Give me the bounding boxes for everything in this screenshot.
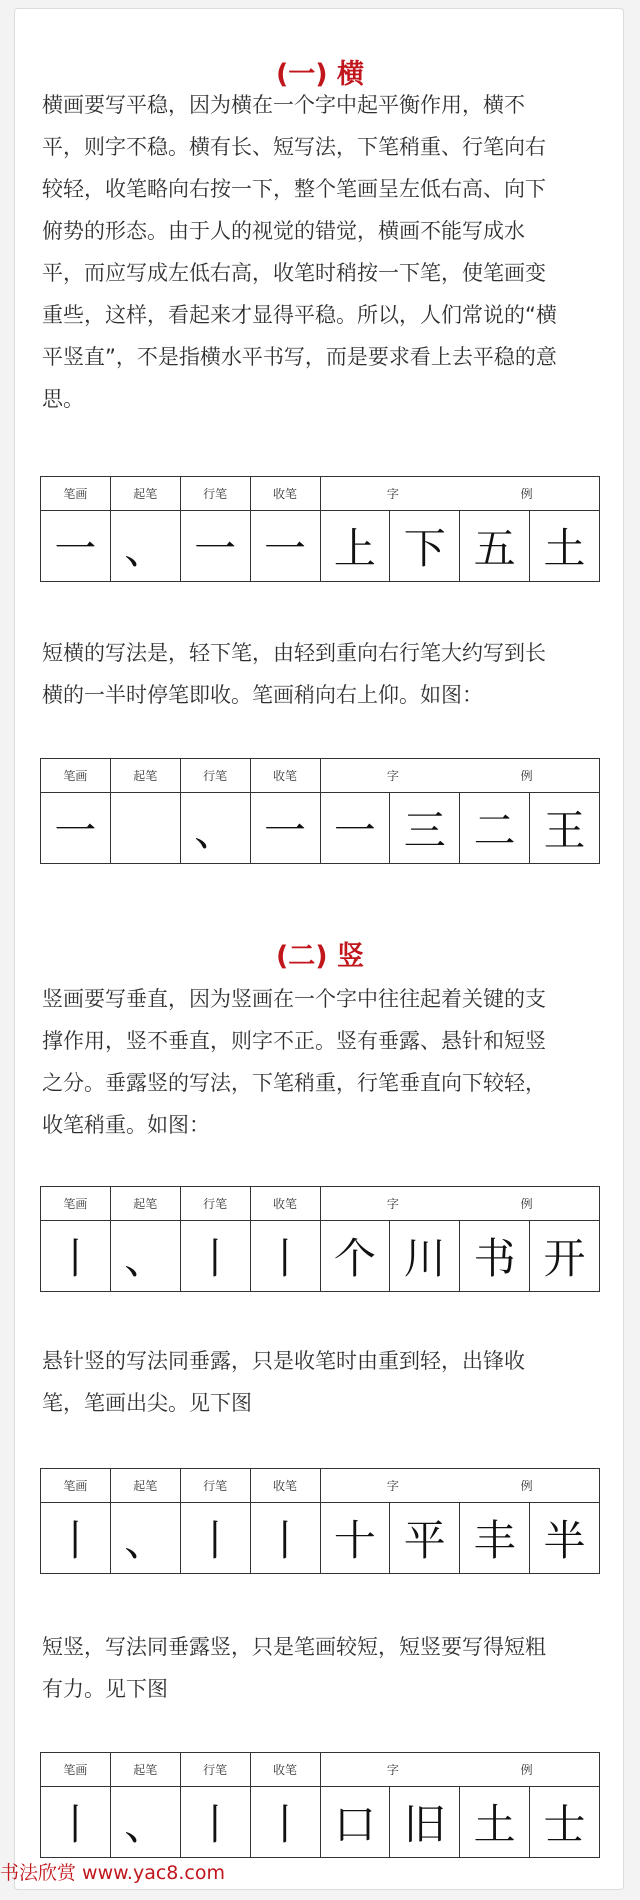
example-char: 下 <box>390 511 460 582</box>
text-line: 短横的写法是，轻下笔，由轻到重向右行笔大约写到长 <box>42 641 546 665</box>
text-line: 撑作用，竖不垂直，则字不正。竖有垂露、悬针和短竖 <box>42 1029 546 1053</box>
header-start: 起笔 <box>110 1469 180 1503</box>
text-line: 收笔稍重。如图： <box>42 1113 210 1137</box>
example-char: 个 <box>320 1221 390 1292</box>
example-char: 二 <box>460 793 530 864</box>
cell-stroke: 一 <box>41 793 111 864</box>
stroke-table-xuanzhen-shu <box>40 1468 600 1574</box>
example-char: 川 <box>390 1221 460 1292</box>
cell-move: 、 <box>180 793 250 864</box>
header-end: 收笔 <box>250 1187 320 1221</box>
example-char: 一 <box>320 793 390 864</box>
header-end: 收笔 <box>250 1753 320 1787</box>
text-line: 俯势的形态。由于人的视觉的错觉，横画不能写成水 <box>42 219 525 243</box>
example-char: 丰 <box>460 1503 530 1574</box>
example-char: 三 <box>390 793 460 864</box>
text-line: 横画要写平稳，因为横在一个字中起平衡作用，横不 <box>42 93 525 117</box>
example-char: 五 <box>460 511 530 582</box>
header-start: 起笔 <box>110 1753 180 1787</box>
text-line: 之分。垂露竖的写法，下笔稍重，行笔垂直向下较轻， <box>42 1071 546 1095</box>
header-stroke: 笔画 <box>41 759 111 793</box>
cell-stroke: 丨 <box>41 1787 111 1858</box>
stroke-table-chuilu-shu <box>40 1186 600 1292</box>
paragraph-duan-shu <box>42 1626 602 1710</box>
header-examples: 字 例 <box>320 477 600 511</box>
paragraph-short-heng <box>42 632 602 716</box>
text-line: 有力。见下图 <box>42 1677 168 1701</box>
cell-start: 、 <box>110 1503 180 1574</box>
stroke-table-long-heng <box>40 476 600 582</box>
text-line: 平，而应写成左低右高，收笔时稍按一下笔，使笔画变 <box>42 261 546 285</box>
cell-start <box>110 793 180 864</box>
header-move: 行笔 <box>180 1753 250 1787</box>
header-move: 行笔 <box>180 1469 250 1503</box>
text-line: 笔，笔画出尖。见下图 <box>42 1391 252 1415</box>
cell-move: 一 <box>180 511 250 582</box>
header-move: 行笔 <box>180 1187 250 1221</box>
cell-end: 一 <box>250 511 320 582</box>
header-start: 起笔 <box>110 477 180 511</box>
example-char: 半 <box>530 1503 600 1574</box>
paragraph-heng-intro <box>42 84 602 420</box>
text-line: 短竖，写法同垂露竖，只是笔画较短，短竖要写得短粗 <box>42 1635 546 1659</box>
header-examples: 字 例 <box>320 1753 600 1787</box>
cell-stroke: 丨 <box>41 1503 111 1574</box>
header-examples: 字 例 <box>320 759 600 793</box>
section-title-shu: (二) 竖 <box>275 941 365 972</box>
example-char: 旧 <box>390 1787 460 1858</box>
cell-stroke: 一 <box>41 511 111 582</box>
site-watermark: 书法欣赏 www.yac8.com <box>0 1862 225 1884</box>
paragraph-xuanzhen-shu <box>42 1340 602 1424</box>
stroke-table-short-heng <box>40 758 600 864</box>
cell-end: 一 <box>250 793 320 864</box>
example-char: 书 <box>460 1221 530 1292</box>
header-examples: 字 例 <box>320 1469 600 1503</box>
cell-end: 丨 <box>250 1787 320 1858</box>
text-line: 悬针竖的写法同垂露，只是收笔时由重到轻，出锋收 <box>42 1349 525 1373</box>
text-line: 平，则字不稳。横有长、短写法，下笔稍重、行笔向右 <box>42 135 546 159</box>
example-char: 开 <box>530 1221 600 1292</box>
cell-start: 、 <box>110 1787 180 1858</box>
header-start: 起笔 <box>110 759 180 793</box>
example-char: 土 <box>460 1787 530 1858</box>
cell-start: 、 <box>110 511 180 582</box>
example-char: 平 <box>390 1503 460 1574</box>
cell-start: 、 <box>110 1221 180 1292</box>
cell-move: 丨 <box>180 1787 250 1858</box>
header-end: 收笔 <box>250 759 320 793</box>
cell-move: 丨 <box>180 1503 250 1574</box>
cell-end: 丨 <box>250 1503 320 1574</box>
text-line: 思。 <box>42 387 84 411</box>
header-move: 行笔 <box>180 759 250 793</box>
text-line: 横的一半时停笔即收。笔画稍向右上仰。如图： <box>42 683 483 707</box>
example-char: 土 <box>530 511 600 582</box>
text-line: 竖画要写垂直，因为竖画在一个字中往往起着关键的支 <box>42 987 546 1011</box>
example-char: 士 <box>530 1787 600 1858</box>
cell-move: 丨 <box>180 1221 250 1292</box>
header-end: 收笔 <box>250 477 320 511</box>
header-examples: 字 例 <box>320 1187 600 1221</box>
paragraph-shu-intro <box>42 978 602 1146</box>
example-char: 上 <box>320 511 390 582</box>
header-stroke: 笔画 <box>41 1187 111 1221</box>
example-char: 王 <box>530 793 600 864</box>
text-line: 重些，这样，看起来才显得平稳。所以，人们常说的“横 <box>42 303 557 327</box>
example-char: 口 <box>320 1787 390 1858</box>
header-move: 行笔 <box>180 477 250 511</box>
text-line: 较轻，收笔略向右按一下，整个笔画呈左低右高、向下 <box>42 177 546 201</box>
cell-stroke: 丨 <box>41 1221 111 1292</box>
header-stroke: 笔画 <box>41 1469 111 1503</box>
section-title-heng: (一) 横 <box>275 59 365 90</box>
stroke-table-duan-shu <box>40 1752 600 1858</box>
header-start: 起笔 <box>110 1187 180 1221</box>
cell-end: 丨 <box>250 1221 320 1292</box>
header-end: 收笔 <box>250 1469 320 1503</box>
header-stroke: 笔画 <box>41 477 111 511</box>
example-char: 十 <box>320 1503 390 1574</box>
text-line: 平竖直”，不是指横水平书写，而是要求看上去平稳的意 <box>42 345 557 369</box>
header-stroke: 笔画 <box>41 1753 111 1787</box>
